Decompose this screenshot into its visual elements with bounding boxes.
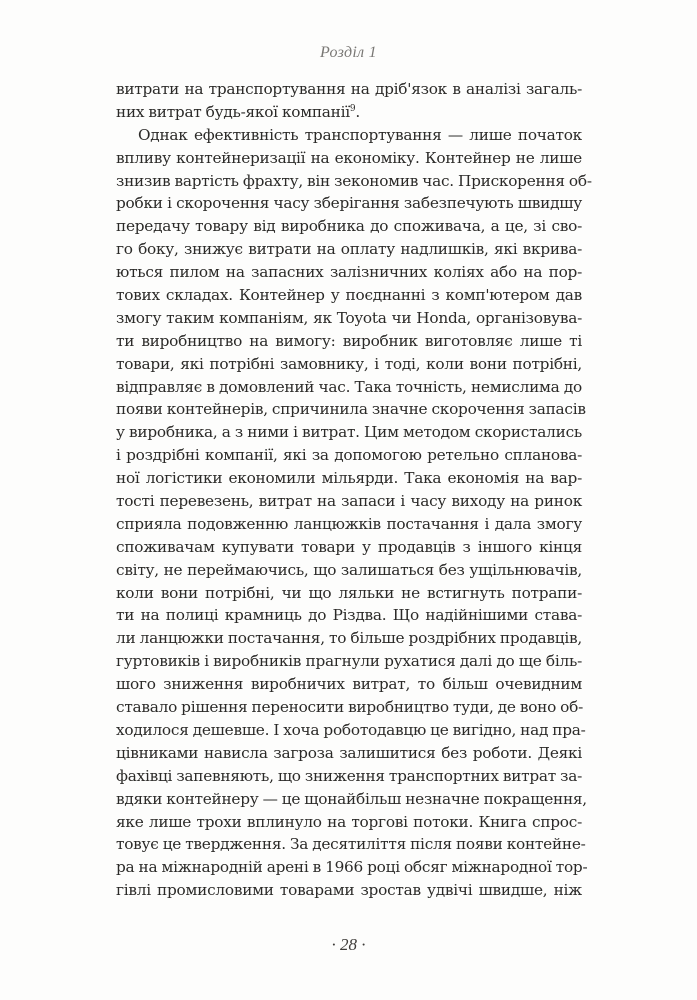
text-line: у виробника, а з ними і витрат. Цим методом скористались [116, 423, 582, 442]
text-line: шого зниження виробничих витрат, то більш очевидним [116, 675, 582, 694]
text-line: світу, не переймаючись, що залишаться без ущільнювачів, [116, 560, 582, 579]
text-line: витрати на транспортування на дріб'язок в аналізі загаль- [116, 80, 582, 98]
text-line: цівниками нависла загроза залишитися без роботи. Деякі [116, 743, 582, 762]
text-line: змогу таким компаніям, як Toyota чи Honda, організовува- [116, 308, 582, 327]
text-line: гуртовиків і виробників прагнули рухатися далі до ще біль- [116, 652, 582, 671]
text-line: гівлі промисловими товарами зростав удвічі швидше, ніж [116, 881, 582, 900]
text-line: ти на полиці крамниць до Різдва. Що надійнішими става- [116, 606, 582, 625]
text-line: і роздрібні компанії, які за допомогою ретельно спланова- [116, 446, 582, 465]
text-line: робки і скорочення часу зберігання забезпечують швидшу [116, 194, 582, 213]
text-line: відправляє в домовлений час. Така точність, немислима до [116, 377, 582, 396]
text-line: го боку, знижує витрати на оплату надлишків, які вкрива- [116, 240, 582, 259]
text-line: тості перевезень, витрат на запаси і часу виходу на ринок [116, 492, 582, 511]
text-line: ної логістики економили мільярди. Така економія на вар- [116, 469, 582, 488]
running-head-chapter: Розділ 1 [320, 44, 377, 61]
text-line: ставало рішення переносити виробництво туди, де воно об- [116, 698, 584, 717]
punctuation: . [355, 102, 361, 121]
text-line: сприяла подовженню ланцюжків постачання і дала змогу [116, 514, 582, 533]
text-line: знизив вартість фрахту, він зекономив час. Прискорення об- [116, 171, 592, 190]
text-line [116, 101, 582, 124]
text-line: споживачам купувати товари у продавців з іншого кінця [116, 537, 582, 556]
text-line: коли вони потрібні, чи що ляльки не встигнуть потрапи- [116, 583, 582, 602]
text-line: передачу товару від виробника до споживача, а це, зі сво- [116, 217, 582, 236]
text-line: фахівці запевняють, що зниження транспортних витрат за- [116, 766, 582, 785]
text-line: ти виробництво на вимогу: виробник виготовляє лише ті [116, 331, 582, 350]
text-line: ра на міжнародній арені в 1966 році обсяг міжнародної тор- [116, 858, 588, 877]
text-line: вдяки контейнеру — це щонайбільш незначне покращення, [116, 789, 587, 808]
text-line: ються пилом на запасних залізничних коліях або на пор- [116, 263, 582, 282]
text-line: ли ланцюжки постачання, то більше роздрібних продавців, [116, 629, 582, 648]
text-line: появи контейнерів, спричинила значне скорочення запасів [116, 400, 586, 419]
text-line: товує це твердження. За десятиліття після появи контейне- [116, 835, 586, 854]
footnote-marker[interactable]: 9 [349, 103, 356, 114]
paragraph-first-line: Однак ефективність транспортування — лише початок [138, 125, 582, 144]
text-line: впливу контейнеризації на економіку. Контейнер не лише [116, 148, 582, 167]
text-line: тових складах. Контейнер у поєднанні з комп'ютером дав [116, 286, 582, 305]
text-line: ходилося дешевше. І хоча роботодавцю це вигідно, над пра- [116, 720, 586, 739]
page-number: · 28 · [331, 935, 366, 954]
body-text [116, 78, 592, 902]
text-line: товари, які потрібні замовнику, і тоді, коли вони потрібні, [116, 354, 582, 373]
text-line-content: них витрат будь-якої компанії [116, 102, 350, 121]
text-line: яке лише трохи вплинуло на торгові потоки. Книга спрос- [116, 812, 582, 831]
